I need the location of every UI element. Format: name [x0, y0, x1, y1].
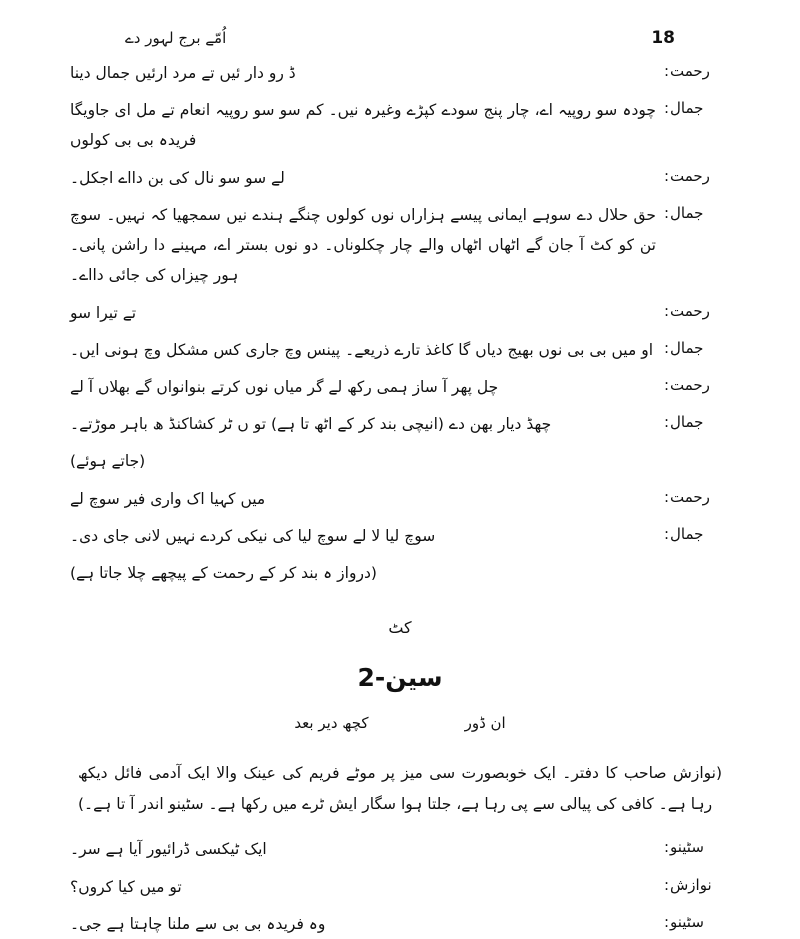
speaker-label: رحمت:	[664, 375, 710, 394]
speaker-label: رحمت:	[664, 166, 710, 185]
speaker-label: سٹینو:	[664, 912, 704, 931]
dialogue-row	[70, 409, 730, 439]
speaker-label: رحمت:	[664, 487, 710, 506]
dialogue-row	[70, 58, 730, 88]
dialogue-row	[70, 909, 730, 939]
dialogue-text: حق حلال دے سوہے ایمانی پیسے ہزاراں نوں کولوں چنگے ہندے نیں سمجھیا کہ نہیں۔ سوچ تن کو کٹ آ جان گے اٹھاں اٹھاں والے چار چکلوناں۔ دو نوں بستر اے، مہینے دا راشن پانی۔ ہور چیزاں کی جائی دااے۔	[70, 205, 656, 285]
dialogue-text: سوچ لیا لا لے سوچ لیا کی نیکی کردے نہیں لانی جای دی۔	[70, 526, 436, 545]
page-number: 18	[651, 28, 675, 48]
dialogue-text: تو میں کیا کروں؟	[70, 877, 182, 896]
speaker-label: جمال:	[664, 203, 704, 222]
dialogue-text: چودہ سو روپیہ اے، چار پنج سودے کپڑے وغیرہ نیں۔ کم سو سو روپیہ انعام تے مل ای جاویگا فریدہ بی بی کولوں	[70, 101, 656, 150]
dialogue-text: لے سو سو نال کی بن دااے اجکل۔	[70, 168, 285, 187]
dialogue-row	[70, 521, 730, 551]
scene-location: ان ڈور	[464, 714, 506, 733]
page-header	[70, 28, 730, 48]
speaker-label: رحمت:	[664, 62, 710, 80]
stage-direction: (درواز ہ بند کر کے رحمت کے پیچھے چلا جاتا ہے)	[70, 564, 377, 583]
dialogue-row	[70, 872, 730, 902]
speaker-label: جمال:	[664, 413, 704, 432]
scene-heading: سین-2	[357, 663, 443, 693]
scene-meta	[70, 714, 730, 732]
speaker-label: جمال:	[664, 524, 704, 543]
dialogue-text: میں کہیا اک واری فیر سوچ لے	[70, 489, 266, 508]
running-title: اُمّے برج لہور دے	[125, 29, 227, 47]
dialogue-row	[70, 335, 730, 365]
dialogue-row	[70, 298, 730, 328]
speaker-label: سٹینو:	[664, 838, 704, 857]
dialogue-text: ڈ رو دار ئیں تے مرد ارئیں جمال دینا	[70, 64, 296, 82]
scene-description: (نوازش صاحب کا دفتر۔ ایک خوبصورت سی میز پر موٹے فریم کی عینک والا ایک آدمی فائل دیکھ رہا ہے۔ کافی کی پیالی سے پی رہا ہے، جلتا ہوا سگار ایش ٹرے میں رکھا ہے۔ سٹینو اندر آ تا ہے۔)	[78, 764, 722, 814]
speaker-label: نوازش:	[664, 875, 712, 894]
scene-time: کچھ دیر بعد	[294, 714, 369, 733]
dialogue-row	[70, 163, 730, 193]
dialogue-text: چھڈ دیار بھن دے (انیچی بند کر کے اٹھ تا ہے) تو ں ٹر کشاکنڈ ھ باہر موڑتے۔	[70, 415, 552, 434]
dialogue-text: چل پھر آ ساز ہمی رکھ لے گر میاں نوں کرتے بنوانواں گے بھلاں آ لے	[70, 377, 499, 396]
stage-direction: (جاتے ہوئے)	[70, 452, 146, 471]
dialogue-row	[70, 372, 730, 402]
dialogue-text: تے تیرا سو	[70, 303, 137, 322]
dialogue-row	[70, 834, 730, 864]
script-body	[70, 58, 730, 588]
dialogue-text: او میں بی بی نوں بھیج دیاں گا کاغذ تارے ذریعے۔ پینس وچ جاری کس مشکل وچ ہونی ایں۔	[70, 340, 654, 359]
cut-marker: کٹ	[388, 618, 412, 638]
closing-dialogues	[70, 834, 730, 939]
dialogue-text: وہ فریدہ بی بی سے ملنا چاہتا ہے جی۔	[70, 914, 326, 933]
speaker-label: رحمت:	[664, 301, 710, 320]
dialogue-row	[70, 95, 730, 155]
speaker-label: جمال:	[664, 99, 704, 118]
dialogue-text: ایک ٹیکسی ڈرائیور آیا ہے سر۔	[70, 840, 267, 859]
speaker-label: جمال:	[664, 338, 704, 357]
dialogue-row	[70, 200, 730, 291]
dialogue-row	[70, 484, 730, 514]
